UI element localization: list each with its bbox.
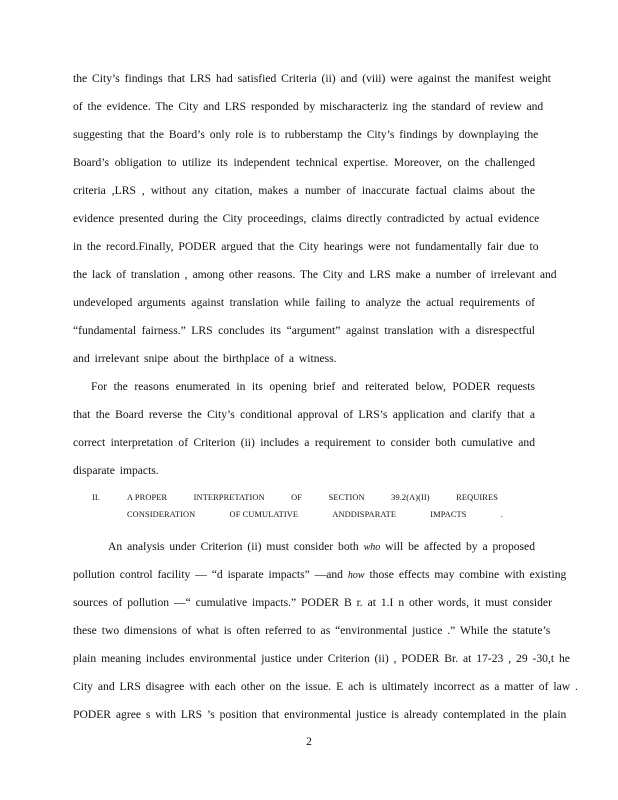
text-span: will be affected by a proposed [385,540,536,553]
paragraph-line: the City’s findings that LRS had satisfied Criteria (ii) and (viii) were against the manifest weight [73,72,551,85]
paragraph-line: sources of pollution —“ cumulative impacts.” PODER B r. at 1.I n other words, it must consider [73,596,552,609]
section-heading-line-1 [127,492,498,503]
heading-word: SECTION [328,493,365,502]
heading-word: ANDDISPARATE [332,510,397,519]
paragraph-line: in the record.Finally, PODER argued that the City hearings were not fundamentally fair due to [73,240,539,253]
emphasis-how: how [347,570,365,581]
paragraph-line: City and LRS disagree with each other on the issue. E ach is ultimately incorrect as a matter of law . [73,680,578,693]
heading-word: A PROPER [127,493,168,502]
heading-word: INTERPRETATION [193,493,265,502]
heading-word: CONSIDERATION [127,510,196,519]
paragraph-line: PODER agree s with LRS ’s position that environmental justice is already contemplated in the plain [73,708,567,721]
paragraph-line: that the Board reverse the City’s conditional approval of LRS’s application and clarify that a [73,408,535,421]
section-heading-line-2 [127,509,503,520]
paragraph-line: disparate impacts. [73,464,159,477]
paragraph-line: of the evidence. The City and LRS responded by mischaracteriz ing the standard of review and [73,100,544,113]
paragraph-line: criteria ,LRS , without any citation, makes a number of inaccurate factual claims about the [73,184,535,197]
paragraph-line: the lack of translation , among other reasons. The City and LRS make a number of irrelevant and [73,268,557,281]
paragraph-line: suggesting that the Board’s only role is to rubberstamp the City’s findings by downplaying the [73,128,539,141]
paragraph-line [108,540,535,555]
heading-word: REQUIRES [456,493,498,502]
heading-word: OF [291,493,303,502]
heading-word: OF CUMULATIVE [229,510,299,519]
paragraph-line: undeveloped arguments against translation while failing to analyze the actual requirements of [73,296,535,309]
paragraph-line: these two dimensions of what is often referred to as “environmental justice .” While the statute’s [73,624,551,637]
paragraph-line: correct interpretation of Criterion (ii) includes a requirement to consider both cumulative and [73,436,535,449]
paragraph-line: plain meaning includes environmental justice under Criterion (ii) , PODER Br. at 17-23 , 29 -30,t he [73,652,570,665]
paragraph-line: evidence presented during the City proceedings, claims directly contradicted by actual evidence [73,212,540,225]
paragraph-line: Board’s obligation to utilize its independent technical expertise. Moreover, on the challenged [73,156,535,169]
paragraph-line: and irrelevant snipe about the birthplace of a witness. [73,352,337,365]
page-number: 2 [306,735,312,748]
paragraph-line: “fundamental fairness.” LRS concludes its “argument” against translation with a disrespectful [73,324,535,337]
paragraph-line [73,568,567,583]
heading-word: . [500,510,503,519]
text-span: those effects may combine with existing [369,568,567,581]
heading-word: 39.2(A)(II) [391,493,430,502]
paragraph-line: For the reasons enumerated in its opening brief and reiterated below, PODER requests [91,380,535,393]
heading-word: IMPACTS [430,510,467,519]
text-span: An analysis under Criterion (ii) must consider both [108,540,359,553]
section-number: II. [92,493,100,502]
text-span: pollution control facility — “d isparate impacts” —and [73,568,343,581]
emphasis-who: who [363,542,381,553]
